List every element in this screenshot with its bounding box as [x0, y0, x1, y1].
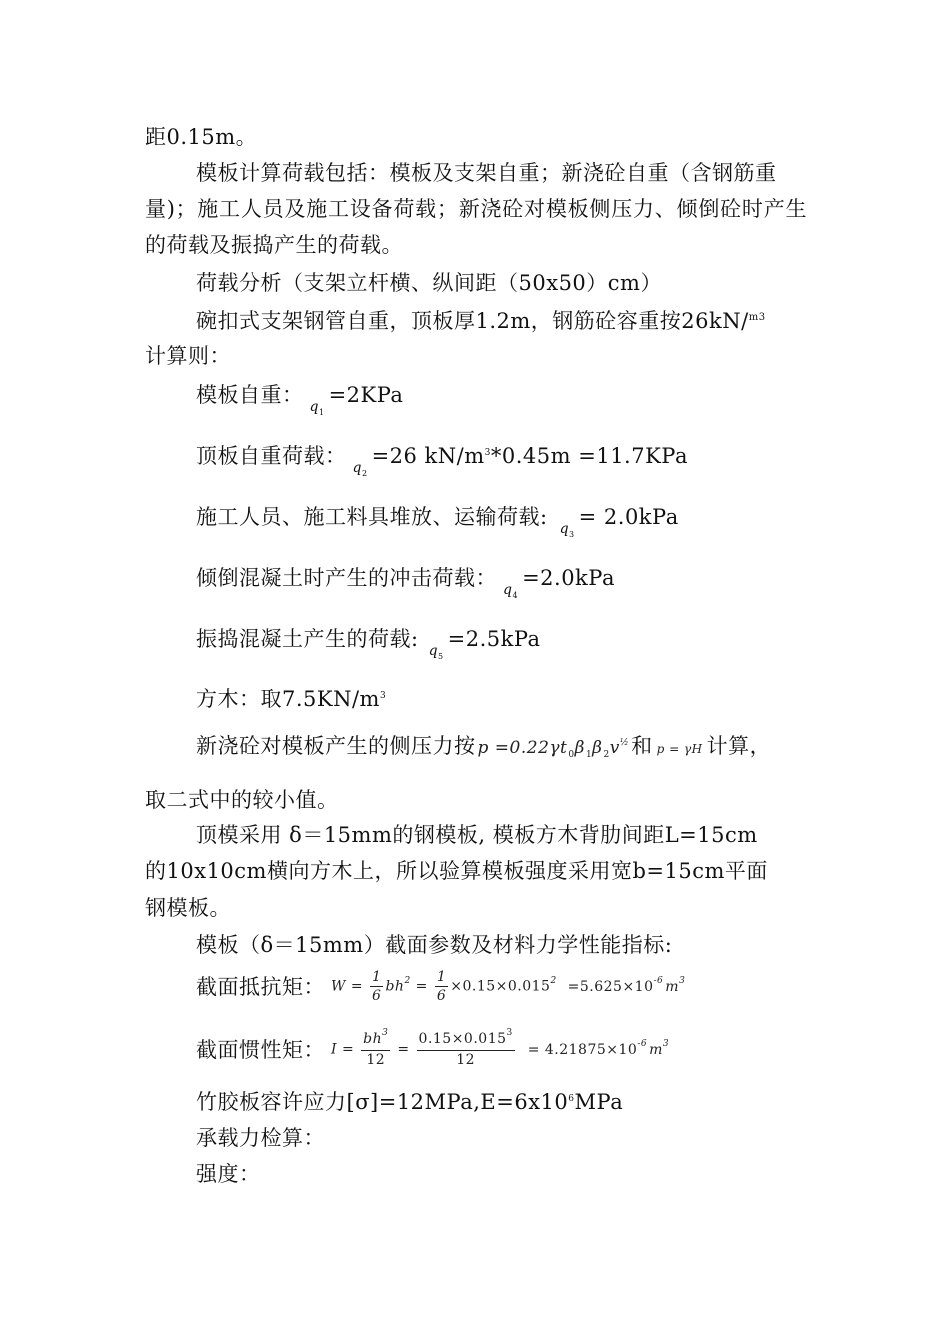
text-line: 的荷载及振捣产生的荷载。	[145, 233, 403, 257]
load-q3: 施工人员、施工料具堆放、运输荷载: $q_3= 2.0kPa$	[196, 504, 679, 535]
allowable-stress: 竹胶板容许应力$[\sigma]=12MPa,E=6x10^6MPa$	[196, 1090, 624, 1114]
text-line: 量)；施工人员及施工设备荷载；新浇砼对模板侧压力、倾倒砼时产生	[145, 197, 807, 221]
text-line: 模板计算荷载包括：模板及支架自重；新浇砼自重（含钢筋重	[196, 161, 777, 185]
formula-pressure-2: p = γH	[656, 742, 703, 756]
formula-q3: $q_3$	[559, 521, 575, 539]
text-line: 顶模采用 δ＝15mm的钢模板, 模板方木背肋间距L=15cm	[196, 823, 758, 847]
wood-load: 方木：取$7.5KN/m^3$	[196, 687, 387, 711]
text-line: 距0.15m。	[145, 125, 258, 149]
section-params: 模板（δ＝15mm）截面参数及材料力学性能指标:	[196, 933, 673, 957]
load-q1: 模板自重： $q_1=2KPa$	[196, 382, 403, 413]
formula-i-line: 截面惯性矩： I = $\frac{bh^3}{12}$ = $\frac{0.15\times 0.015^3}{12}$ = $4.21875\times 10^{-6}$ $m^3$	[196, 1028, 670, 1068]
text-line: 碗扣式支架钢管自重，顶板厚1.2m，钢筋砼容重按26kN/$^{m3}$	[196, 309, 766, 333]
pressure-line: 新浇砼对模板产生的侧压力按 $p =0.22\gamma t_0\beta_1\beta_2v^{\frac{1}{2}}$和 p = γH 计算，	[196, 734, 772, 760]
formula-q2: $q_2$	[352, 460, 368, 478]
formula-q5: $q_5$	[428, 643, 444, 661]
load-q4: 倾倒混凝土时产生的冲击荷载： $q_4=2.0kPa$	[196, 565, 615, 596]
formula-w-line: 截面抵抗矩： W = $\frac{1}{6}$ $bh^2$ = $\frac{1}{6}$ $\times 0.15\times 0.015^2 =5.625\times 10^{-6}$ $m^3$	[196, 969, 686, 1004]
formula-i: I = $\frac{bh^3}{12}$ = $\frac{0.15\times 0.015^3}{12}$ = $4.21875\times 10^{-6}$ $m^3$	[331, 1028, 670, 1068]
text-line: 计算则：	[145, 344, 231, 368]
formula-q4: $q_4$	[503, 582, 519, 600]
formula-q1: $q_1$	[309, 399, 325, 417]
text-line: 取二式中的较小值。	[145, 788, 339, 812]
section-check: 承载力检算：	[196, 1126, 325, 1150]
text-line: 荷载分析（支架立杆横、纵间距（50x50）cm）	[196, 271, 662, 295]
text-line: 的10x10cm横向方木上，所以验算模板强度采用宽b=15cm平面	[145, 859, 768, 883]
load-q5: 振捣混凝土产生的荷载: $q_5=2.5kPa$	[196, 626, 541, 657]
load-q2: 顶板自重荷载： $q_2=26$ $kN/m^3*0.45m =11.7KPa$	[196, 443, 688, 474]
text-line: 钢模板。	[145, 896, 231, 920]
formula-w: W = $\frac{1}{6}$ $bh^2$ = $\frac{1}{6}$ $\times 0.15\times 0.015^2 =5.625\times 10^{-6}$ $m^3$	[331, 969, 686, 1004]
formula-pressure-1: $p =0.22\gamma t_0\beta_1\beta_2v^{\frac{1}{2}}$	[477, 738, 630, 760]
section-strength: 强度：	[196, 1162, 261, 1186]
